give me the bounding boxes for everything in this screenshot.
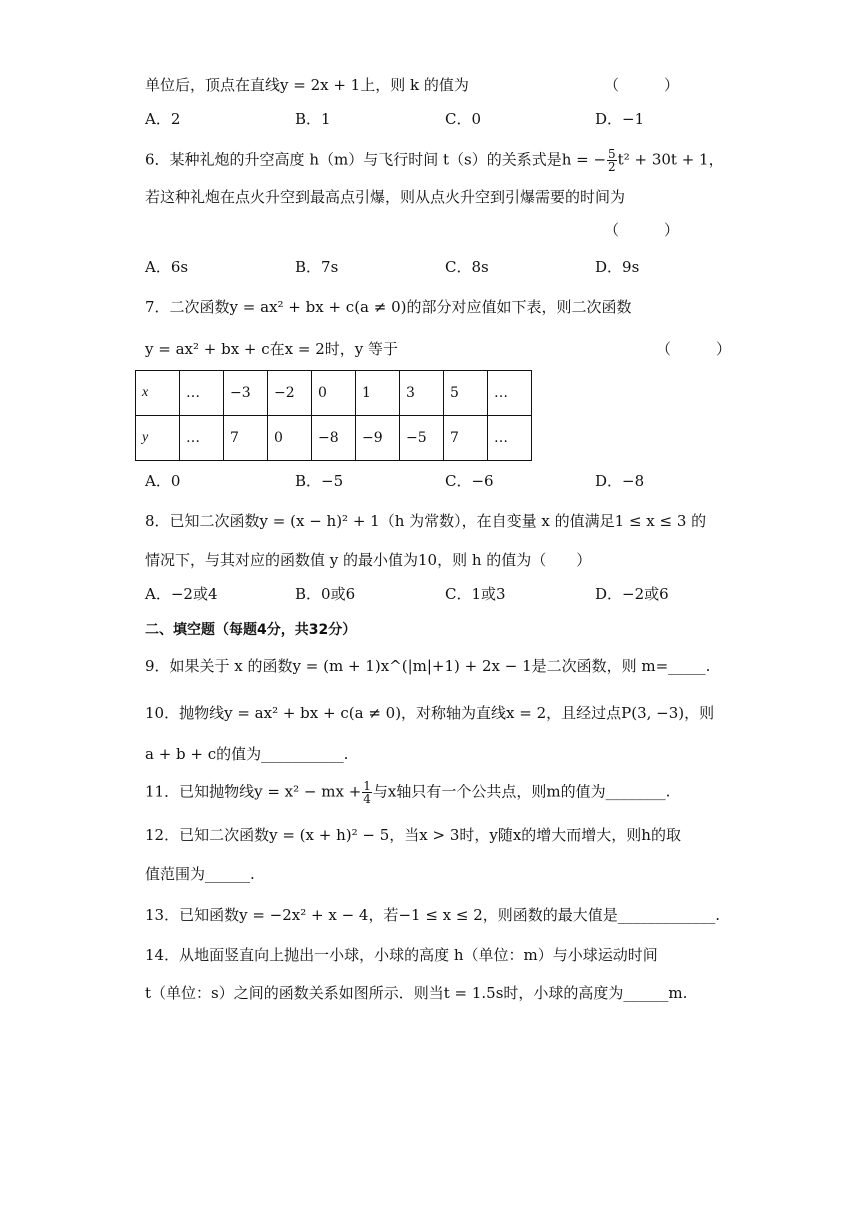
q7-option-d: D．−8: [595, 472, 645, 490]
table-cell: −5: [400, 416, 444, 461]
q6-answer-paren: （ ）: [604, 221, 680, 239]
q10-stem-line1: 10．抛物线y = ax² + bx + c(a ≠ 0)，对称轴为直线x = 2，且经过点P(3, −3)，则: [145, 704, 715, 722]
q8-option-c: C．1或3: [445, 585, 506, 603]
q7-stem-line2: y = ax² + bx + c在x = 2时，y 等于: [145, 340, 399, 358]
table-cell: 7: [444, 416, 488, 461]
table-cell: …: [488, 416, 532, 461]
q6-option-a: A．6s: [145, 258, 189, 276]
table-row-x: [136, 371, 532, 416]
table-cell: y: [136, 416, 180, 461]
q6-stem-line2: 若这种礼炮在点火升空到最高点引爆，则从点火升空到引爆需要的时间为: [145, 188, 626, 206]
q7-stem-line1: 7．二次函数y = ax² + bx + c(a ≠ 0)的部分对应值如下表，则二次函数: [145, 298, 632, 316]
q8-stem-line2: 情况下，与其对应的函数值 y 的最小值为10，则 h 的值为（ ）: [145, 551, 592, 569]
q9-stem: 9．如果关于 x 的函数y = (m + 1)x^(|m|+1) + 2x − 1是二次函数，则 m=_____.: [145, 657, 711, 675]
q14-stem-line2: t（单位：s）之间的函数关系如图所示．则当t = 1.5s时，小球的高度为______m.: [145, 984, 688, 1002]
q11-stem-text-2: 与x轴只有一个公共点，则m的值为________.: [372, 782, 671, 801]
q5-option-b: B．1: [295, 110, 331, 128]
q14-stem-line1: 14．从地面竖直向上抛出一小球，小球的高度 h（单位：m）与小球运动时间: [145, 946, 658, 964]
q8-option-b: B．0或6: [295, 585, 356, 603]
q7-option-c: C．−6: [445, 472, 494, 490]
table-cell: x: [136, 371, 180, 416]
table-cell: …: [180, 371, 224, 416]
table-cell: …: [180, 416, 224, 461]
q6-option-c: C．8s: [445, 258, 489, 276]
q7-option-a: A．0: [145, 472, 181, 490]
table-row-y: [136, 416, 532, 461]
q7-value-table: [135, 370, 532, 461]
q6-fraction: $\frac{5}{2}$: [608, 147, 616, 174]
table-cell: 0: [268, 416, 312, 461]
table-cell: 3: [400, 371, 444, 416]
section-title-fill-in: 二、填空题（每题4分，共32分）: [145, 622, 357, 638]
q6-stem-text-2: t² + 30t + 1，: [617, 150, 724, 169]
q11-stem: [145, 780, 670, 805]
q7-option-b: B．−5: [295, 472, 344, 490]
q8-option-a: A．−2或4: [145, 585, 218, 603]
q12-stem-line2: 值范围为______.: [145, 865, 255, 883]
q6-stem-text: 6．某种礼炮的升空高度 h（m）与飞行时间 t（s）的关系式是h = −: [145, 150, 607, 169]
table-cell: −2: [268, 371, 312, 416]
q7-answer-paren: （ ）: [656, 340, 732, 358]
table-cell: −9: [356, 416, 400, 461]
q5-answer-paren: （ ）: [604, 76, 680, 94]
q13-stem: 13．已知函数y = −2x² + x − 4，若−1 ≤ x ≤ 2，则函数的最大值是_____________.: [145, 906, 721, 924]
q6-option-d: D．9s: [595, 258, 640, 276]
q8-option-d: D．−2或6: [595, 585, 669, 603]
q5-stem-tail: 单位后，顶点在直线y = 2x + 1上，则 k 的值为: [145, 76, 469, 94]
table-cell: −8: [312, 416, 356, 461]
q8-stem-line1: 8．已知二次函数y = (x − h)² + 1（h 为常数），在自变量 x 的值满足1 ≤ x ≤ 3 的: [145, 512, 707, 530]
q5-option-d: D．−1: [595, 110, 645, 128]
table-cell: 0: [312, 371, 356, 416]
q11-stem-text: 11．已知抛物线y = x² − mx +: [145, 782, 362, 801]
q5-option-c: C．0: [445, 110, 482, 128]
q6-stem-line1: [145, 148, 724, 173]
table-cell: 7: [224, 416, 268, 461]
table-cell: −3: [224, 371, 268, 416]
table-cell: 1: [356, 371, 400, 416]
table-cell: 5: [444, 371, 488, 416]
q5-option-a: A．2: [145, 110, 181, 128]
q10-stem-line2: a + b + c的值为___________.: [145, 745, 349, 763]
table-cell: …: [488, 371, 532, 416]
q11-fraction: $\frac{1}{4}$: [363, 779, 371, 806]
q6-option-b: B．7s: [295, 258, 339, 276]
q12-stem-line1: 12．已知二次函数y = (x + h)² − 5，当x > 3时，y随x的增大而增大，则h的取: [145, 826, 681, 844]
